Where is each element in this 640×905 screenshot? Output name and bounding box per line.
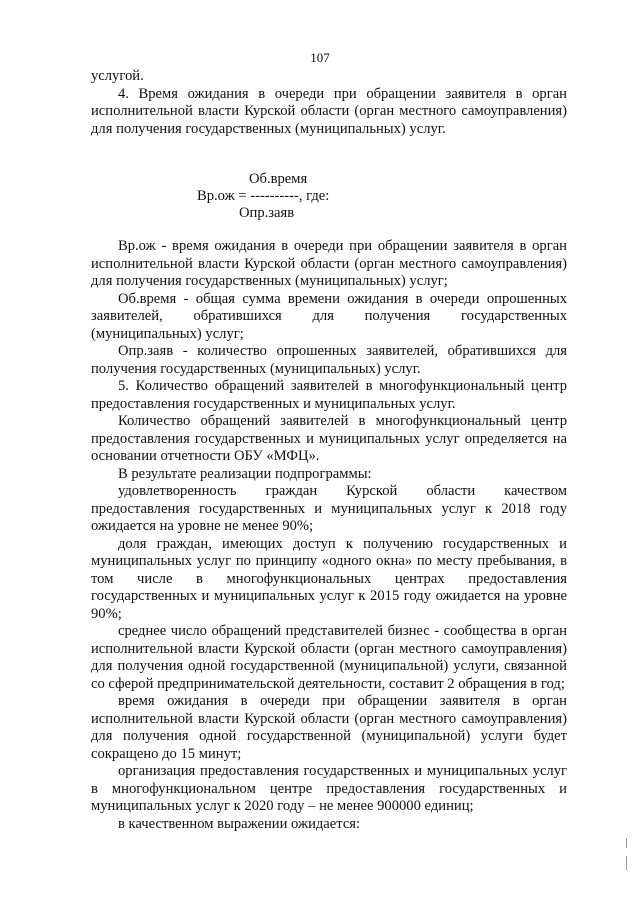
paragraph: В результате реализации подпрограммы: — [118, 465, 372, 482]
formula-expression: Вр.ож = ----------, где: — [197, 188, 330, 204]
paragraph: Вр.ож - время ожидания в очереди при обращении заявителя в орган исполнительной власти Курской области (орган местного самоуправления) для получения государственных (муниципальных) услуг; — [91, 238, 567, 289]
formula-denominator: Опр.заяв — [239, 205, 295, 221]
paragraph: 5. Количество обращений заявителей в многофункциональный центр предоставления государственных и муниципальных услуг. — [91, 378, 567, 412]
scan-artifact — [626, 856, 627, 870]
paragraph: доля граждан, имеющих доступ к получению государственных и муниципальных услуг по принципу «одного окна» по месту пребывания, в том числе в многофункциональных центрах предоставления государственных и муниципальных услуг к 2015 году ожидается на уровне 90%; — [91, 535, 567, 622]
paragraph: в качественном выражении ожидается: — [118, 815, 361, 832]
paragraph: время ожидания в очереди при обращении заявителя в орган исполнительной власти Курской области (орган местного самоуправления) для получения одной государственной (муниципальной) услуги будет сокращено до 15 минут; — [91, 693, 567, 762]
paragraph: Об.время - общая сумма времени ожидания в очереди опрошенных заявителей, обратившихся для получения государственных (муниципальных) услуг; — [91, 290, 567, 342]
paragraph: услугой. — [91, 68, 144, 84]
paragraph: 4. Время ожидания в очереди при обращении заявителя в орган исполнительной власти Курской области (орган местного самоуправления) для получения государственных (муниципальных) услуг. — [91, 85, 567, 137]
page-number: 107 — [310, 50, 330, 65]
paragraph: удовлетворенность граждан Курской области качеством предоставления государственных и муниципальных услуг к 2018 году ожидается на уровне не менее 90%; — [91, 483, 567, 534]
paragraph: организация предоставления государственных и муниципальных услуг в многофункциональном центре предоставления государственных и муниципальных услуг к 2020 году – не менее 900000 единиц; — [91, 763, 567, 814]
document-body — [91, 68, 567, 833]
paragraph: среднее число обращений представителей бизнес - сообщества в орган исполнительной власти Курской области (орган местного самоуправления) для получения одной государственной (муниципальной) услуги, связанной со сферой предпринимательской деятельности, составит 2 обращения в год; — [91, 623, 567, 692]
paragraph: Опр.заяв - количество опрошенных заявителей, обратившихся для получения государственных (муниципальных) услуг. — [91, 343, 567, 377]
formula-numerator: Об.время — [249, 171, 308, 187]
scan-artifact — [626, 838, 627, 848]
formula-block — [91, 140, 567, 238]
paragraph: Количество обращений заявителей в многофункциональный центр предоставления государственных и муниципальных услуг определяется на основании отчетности ОБУ «МФЦ». — [91, 413, 567, 464]
